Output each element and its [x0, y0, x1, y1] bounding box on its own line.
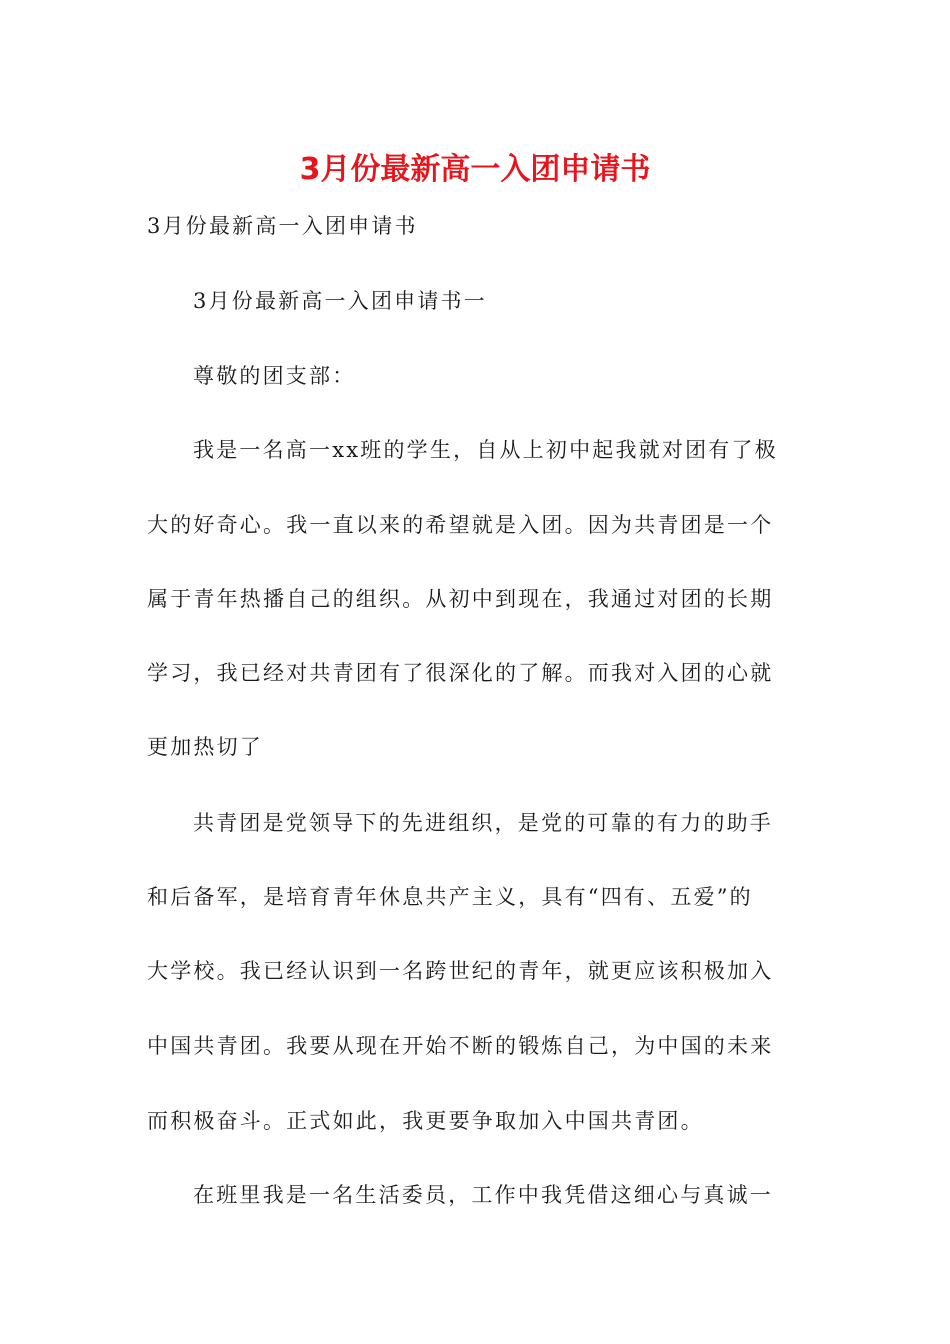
paragraph-2-line-3: 大学校。我已经认识到一名跨世纪的青年，就更应该积极加入	[147, 959, 774, 983]
subtitle-line: 3月份最新高一入团申请书	[147, 214, 418, 238]
paragraph-1-line-2: 大的好奇心。我一直以来的希望就是入团。因为共青团是一个	[147, 513, 774, 537]
paragraph-1-line-3: 属于青年热播自己的组织。从初中到现在，我通过对团的长期	[147, 587, 774, 611]
salutation: 尊敬的团支部：	[193, 364, 356, 388]
paragraph-2-line-1: 共青团是党领导下的先进组织，是党的可靠的有力的助手	[193, 811, 773, 835]
paragraph-1-line-5: 更加热切了	[147, 735, 263, 759]
paragraph-1-line-1: 我是一名高一xx班的学生，自从上初中起我就对团有了极	[193, 438, 778, 462]
paragraph-2-line-2: 和后备军，是培育青年休息共产主义，具有“四有、五爱”的	[147, 885, 753, 909]
section-heading: 3月份最新高一入团申请书一	[193, 289, 487, 313]
paragraph-3-line-1: 在班里我是一名生活委员，工作中我凭借这细心与真诚一	[193, 1183, 773, 1207]
document-title: 3月份最新高一入团申请书	[299, 152, 651, 187]
paragraph-1-line-4: 学习，我已经对共青团有了很深化的了解。而我对入团的心就	[147, 661, 774, 685]
paragraph-2-line-4: 中国共青团。我要从现在开始不断的锻炼自己，为中国的未来	[147, 1034, 774, 1058]
paragraph-2-line-5: 而积极奋斗。正式如此，我更要争取加入中国共青团。	[147, 1109, 704, 1133]
